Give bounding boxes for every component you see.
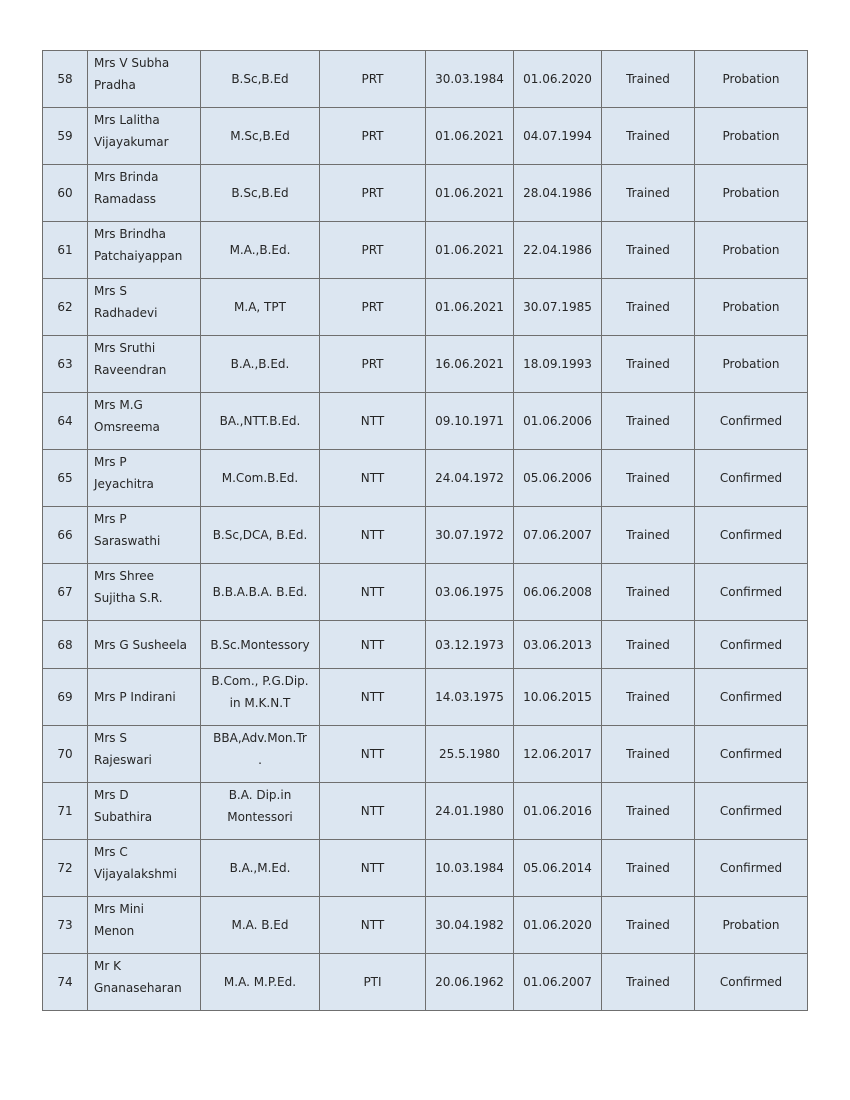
serial-number-cell: 66 — [43, 507, 88, 564]
post-cell: PRT — [320, 222, 426, 279]
post-cell: NTT — [320, 783, 426, 840]
qualification-line: . — [258, 753, 262, 767]
date-of-joining-cell: 01.06.2006 — [514, 393, 602, 450]
service-status-cell: Probation — [695, 165, 808, 222]
qualification-line: BA.,NTT.B.Ed. — [219, 414, 301, 428]
trained-status-cell: Trained — [602, 783, 695, 840]
service-status-cell: Probation — [695, 108, 808, 165]
table-row — [43, 954, 808, 1011]
teacher-name-line: Gnanaseharan — [94, 981, 182, 995]
serial-number-cell: 67 — [43, 564, 88, 621]
trained-status-cell: Trained — [602, 621, 695, 669]
post-cell: NTT — [320, 621, 426, 669]
qualification-cell — [201, 222, 320, 279]
trained-status-cell: Trained — [602, 564, 695, 621]
teacher-name-line: Jeyachitra — [94, 477, 154, 491]
qualification-cell — [201, 279, 320, 336]
trained-status-cell: Trained — [602, 450, 695, 507]
table-row — [43, 840, 808, 897]
teacher-name-line: Ramadass — [94, 192, 156, 206]
post-cell: PRT — [320, 108, 426, 165]
teacher-name-cell — [88, 279, 201, 336]
post-cell: NTT — [320, 393, 426, 450]
date-of-birth-cell: 30.03.1984 — [426, 51, 514, 108]
teacher-name-line: Vijayalakshmi — [94, 867, 177, 881]
trained-status-cell: Trained — [602, 51, 695, 108]
date-of-birth-cell: 03.12.1973 — [426, 621, 514, 669]
trained-status-cell: Trained — [602, 108, 695, 165]
service-status-cell: Probation — [695, 222, 808, 279]
date-of-joining-cell: 10.06.2015 — [514, 669, 602, 726]
trained-status-cell: Trained — [602, 726, 695, 783]
qualification-cell — [201, 108, 320, 165]
date-of-joining-cell: 05.06.2006 — [514, 450, 602, 507]
service-status-cell: Confirmed — [695, 621, 808, 669]
teacher-name-line: Vijayakumar — [94, 135, 169, 149]
date-of-birth-cell: 20.06.1962 — [426, 954, 514, 1011]
teacher-name-line: Mrs P — [94, 455, 127, 469]
teacher-name-line: Radhadevi — [94, 306, 158, 320]
teacher-name-line: Mrs V Subha — [94, 56, 170, 70]
serial-number-cell: 63 — [43, 336, 88, 393]
service-status-cell: Confirmed — [695, 393, 808, 450]
service-status-cell: Probation — [695, 279, 808, 336]
serial-number-cell: 73 — [43, 897, 88, 954]
teacher-name-line: Mrs D — [94, 788, 129, 802]
qualification-line: M.Sc,B.Ed — [230, 129, 290, 143]
teacher-name-line: Mrs Mini — [94, 902, 144, 916]
teacher-name-line: Sujitha S.R. — [94, 591, 163, 605]
post-cell: NTT — [320, 840, 426, 897]
trained-status-cell: Trained — [602, 954, 695, 1011]
date-of-birth-cell: 01.06.2021 — [426, 222, 514, 279]
staff-table — [42, 50, 808, 1011]
service-status-cell: Confirmed — [695, 669, 808, 726]
service-status-cell: Probation — [695, 51, 808, 108]
teacher-name-cell — [88, 669, 201, 726]
qualification-line: B.B.A.B.A. B.Ed. — [212, 585, 308, 599]
service-status-cell: Confirmed — [695, 726, 808, 783]
serial-number-cell: 61 — [43, 222, 88, 279]
teacher-name-cell — [88, 165, 201, 222]
date-of-birth-cell: 24.04.1972 — [426, 450, 514, 507]
table-row — [43, 507, 808, 564]
qualification-cell — [201, 669, 320, 726]
teacher-name-line: Mrs Brindha — [94, 227, 167, 241]
trained-status-cell: Trained — [602, 165, 695, 222]
table-row — [43, 897, 808, 954]
table-row — [43, 783, 808, 840]
service-status-cell: Confirmed — [695, 564, 808, 621]
teacher-name-line: Mrs M.G — [94, 398, 143, 412]
post-cell: PRT — [320, 165, 426, 222]
table-row — [43, 393, 808, 450]
post-cell: NTT — [320, 897, 426, 954]
table-row — [43, 450, 808, 507]
qualification-cell — [201, 840, 320, 897]
date-of-joining-cell: 01.06.2007 — [514, 954, 602, 1011]
serial-number-cell: 60 — [43, 165, 88, 222]
trained-status-cell: Trained — [602, 669, 695, 726]
qualification-line: B.A.,M.Ed. — [229, 861, 291, 875]
qualification-line: M.A, TPT — [234, 300, 286, 314]
qualification-line: BBA,Adv.Mon.Tr — [213, 731, 307, 745]
table-row — [43, 108, 808, 165]
teacher-name-line: Mrs Shree — [94, 569, 155, 583]
qualification-cell — [201, 393, 320, 450]
table-row — [43, 279, 808, 336]
qualification-line: in M.K.N.T — [229, 696, 291, 710]
date-of-birth-cell: 03.06.1975 — [426, 564, 514, 621]
post-cell: PRT — [320, 279, 426, 336]
teacher-name-line: Mrs Lalitha — [94, 113, 160, 127]
teacher-name-cell — [88, 336, 201, 393]
serial-number-cell: 69 — [43, 669, 88, 726]
date-of-joining-cell: 04.07.1994 — [514, 108, 602, 165]
qualification-line: B.Com., P.G.Dip. — [211, 674, 309, 688]
qualification-line: M.A. B.Ed — [231, 918, 289, 932]
date-of-joining-cell: 18.09.1993 — [514, 336, 602, 393]
post-cell: NTT — [320, 450, 426, 507]
date-of-joining-cell: 01.06.2020 — [514, 51, 602, 108]
teacher-name-line: Mrs P Indirani — [94, 690, 176, 704]
serial-number-cell: 65 — [43, 450, 88, 507]
teacher-name-line: Raveendran — [94, 363, 167, 377]
teacher-name-cell — [88, 840, 201, 897]
teacher-name-cell — [88, 108, 201, 165]
teacher-name-line: Saraswathi — [94, 534, 161, 548]
post-cell: NTT — [320, 507, 426, 564]
service-status-cell: Probation — [695, 336, 808, 393]
teacher-name-cell — [88, 897, 201, 954]
qualification-cell — [201, 51, 320, 108]
qualification-cell — [201, 783, 320, 840]
teacher-name-cell — [88, 783, 201, 840]
trained-status-cell: Trained — [602, 336, 695, 393]
date-of-birth-cell: 10.03.1984 — [426, 840, 514, 897]
date-of-birth-cell: 01.06.2021 — [426, 108, 514, 165]
qualification-cell — [201, 507, 320, 564]
trained-status-cell: Trained — [602, 393, 695, 450]
date-of-joining-cell: 01.06.2016 — [514, 783, 602, 840]
post-cell: PTI — [320, 954, 426, 1011]
post-cell: NTT — [320, 564, 426, 621]
teacher-name-cell — [88, 726, 201, 783]
post-cell: NTT — [320, 726, 426, 783]
serial-number-cell: 71 — [43, 783, 88, 840]
qualification-cell — [201, 564, 320, 621]
qualification-line: B.Sc,B.Ed — [231, 72, 289, 86]
table-row — [43, 165, 808, 222]
trained-status-cell: Trained — [602, 840, 695, 897]
qualification-line: B.A. Dip.in — [228, 788, 292, 802]
qualification-line: Montessori — [227, 810, 293, 824]
serial-number-cell: 64 — [43, 393, 88, 450]
teacher-name-line: Menon — [94, 924, 135, 938]
service-status-cell: Confirmed — [695, 954, 808, 1011]
qualification-cell — [201, 621, 320, 669]
teacher-name-line: Mrs Sruthi — [94, 341, 156, 355]
teacher-name-cell — [88, 393, 201, 450]
table-row — [43, 726, 808, 783]
post-cell: PRT — [320, 51, 426, 108]
date-of-joining-cell: 07.06.2007 — [514, 507, 602, 564]
date-of-birth-cell: 14.03.1975 — [426, 669, 514, 726]
teacher-name-line: Mrs S — [94, 284, 127, 298]
serial-number-cell: 74 — [43, 954, 88, 1011]
date-of-birth-cell: 25.5.1980 — [426, 726, 514, 783]
qualification-cell — [201, 165, 320, 222]
teacher-name-line: Mr K — [94, 959, 121, 973]
teacher-name-line: Mrs C — [94, 845, 128, 859]
teacher-name-line: Subathira — [94, 810, 153, 824]
serial-number-cell: 62 — [43, 279, 88, 336]
date-of-birth-cell: 24.01.1980 — [426, 783, 514, 840]
table-row — [43, 336, 808, 393]
teacher-name-cell — [88, 51, 201, 108]
serial-number-cell: 68 — [43, 621, 88, 669]
serial-number-cell: 72 — [43, 840, 88, 897]
table-row — [43, 51, 808, 108]
date-of-birth-cell: 09.10.1971 — [426, 393, 514, 450]
date-of-joining-cell: 22.04.1986 — [514, 222, 602, 279]
teacher-name-cell — [88, 564, 201, 621]
table-row — [43, 222, 808, 279]
teacher-name-line: Mrs S — [94, 731, 127, 745]
serial-number-cell: 70 — [43, 726, 88, 783]
date-of-birth-cell: 01.06.2021 — [426, 165, 514, 222]
qualification-cell — [201, 954, 320, 1011]
teacher-name-line: Mrs P — [94, 512, 127, 526]
service-status-cell: Probation — [695, 897, 808, 954]
teacher-name-line: Pradha — [94, 78, 136, 92]
date-of-joining-cell: 12.06.2017 — [514, 726, 602, 783]
teacher-name-cell — [88, 954, 201, 1011]
teacher-name-cell — [88, 621, 201, 669]
teacher-name-line: Rajeswari — [94, 753, 152, 767]
qualification-line: B.Sc,DCA, B.Ed. — [212, 528, 308, 542]
service-status-cell: Confirmed — [695, 450, 808, 507]
table-row — [43, 621, 808, 669]
qualification-line: M.A. M.P.Ed. — [223, 975, 297, 989]
service-status-cell: Confirmed — [695, 783, 808, 840]
table-row — [43, 669, 808, 726]
table-row — [43, 564, 808, 621]
teacher-name-cell — [88, 507, 201, 564]
trained-status-cell: Trained — [602, 222, 695, 279]
date-of-birth-cell: 16.06.2021 — [426, 336, 514, 393]
teacher-name-line: Patchaiyappan — [94, 249, 183, 263]
teacher-name-line: Omsreema — [94, 420, 160, 434]
post-cell: PRT — [320, 336, 426, 393]
qualification-line: B.Sc,B.Ed — [231, 186, 289, 200]
teacher-name-cell — [88, 450, 201, 507]
date-of-birth-cell: 01.06.2021 — [426, 279, 514, 336]
qualification-cell — [201, 897, 320, 954]
post-cell: NTT — [320, 669, 426, 726]
qualification-cell — [201, 726, 320, 783]
date-of-joining-cell: 06.06.2008 — [514, 564, 602, 621]
date-of-birth-cell: 30.04.1982 — [426, 897, 514, 954]
date-of-joining-cell: 28.04.1986 — [514, 165, 602, 222]
service-status-cell: Confirmed — [695, 507, 808, 564]
date-of-birth-cell: 30.07.1972 — [426, 507, 514, 564]
teacher-name-line: Mrs Brinda — [94, 170, 159, 184]
date-of-joining-cell: 03.06.2013 — [514, 621, 602, 669]
qualification-cell — [201, 450, 320, 507]
qualification-line: B.A.,B.Ed. — [230, 357, 290, 371]
trained-status-cell: Trained — [602, 897, 695, 954]
qualification-line: M.A.,B.Ed. — [229, 243, 291, 257]
serial-number-cell: 59 — [43, 108, 88, 165]
qualification-line: M.Com.B.Ed. — [221, 471, 299, 485]
teacher-name-line: Mrs G Susheela — [94, 637, 187, 652]
date-of-joining-cell: 30.07.1985 — [514, 279, 602, 336]
serial-number-cell: 58 — [43, 51, 88, 108]
teacher-name-cell — [88, 222, 201, 279]
service-status-cell: Confirmed — [695, 840, 808, 897]
date-of-joining-cell: 01.06.2020 — [514, 897, 602, 954]
date-of-joining-cell: 05.06.2014 — [514, 840, 602, 897]
trained-status-cell: Trained — [602, 279, 695, 336]
qualification-line: B.Sc.Montessory — [210, 637, 310, 652]
trained-status-cell: Trained — [602, 507, 695, 564]
qualification-cell — [201, 336, 320, 393]
staff-table-body — [43, 51, 808, 1011]
